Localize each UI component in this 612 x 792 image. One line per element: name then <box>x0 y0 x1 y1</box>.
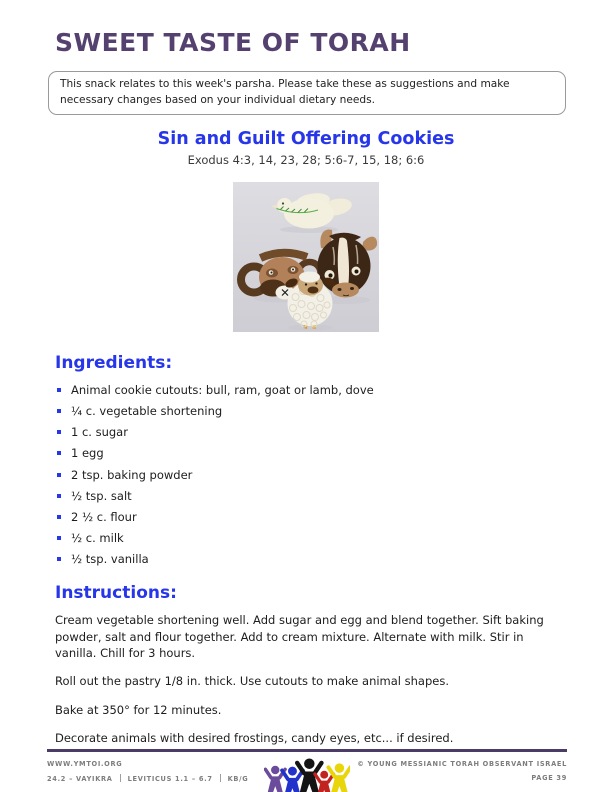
instruction-paragraph: Bake at 350° for 12 minutes. <box>55 702 222 717</box>
instruction-paragraph: Roll out the pastry 1/8 in. thick. Use cutouts to make animal shapes. <box>55 674 450 689</box>
list-item <box>57 446 612 460</box>
footer-page-number: PAGE 39 <box>531 774 567 782</box>
ingredient-text: ¼ c. vegetable shortening <box>71 403 223 418</box>
cookies-photo <box>233 182 379 332</box>
bullet-icon <box>57 515 61 519</box>
instruction-paragraph: Decorate animals with desired frostings, candy eyes, etc... if desired. <box>55 730 454 745</box>
parsha-note-box <box>48 71 566 115</box>
ingredient-text: 2 ½ c. flour <box>71 509 137 524</box>
bullet-icon <box>57 409 61 413</box>
list-item <box>57 531 612 545</box>
list-item <box>57 510 612 524</box>
bullet-icon <box>57 494 61 498</box>
bullet-icon <box>57 473 61 477</box>
list-item <box>57 425 612 439</box>
footer-copyright: © YOUNG MESSIANIC TORAH OBSERVANT ISRAEL <box>357 760 567 768</box>
footer-reference-line <box>47 774 248 783</box>
bullet-icon <box>57 430 61 434</box>
ingredient-text: 1 c. sugar <box>71 425 128 440</box>
ingredient-text: 2 tsp. baking powder <box>71 467 193 482</box>
list-item <box>57 404 612 418</box>
page-title: SWEET TASTE OF TORAH <box>55 28 411 57</box>
footer-code: KB/G <box>227 775 249 783</box>
instruction-paragraph: Cream vegetable shortening well. Add sugar and egg and blend together. Sift baking powder, salt and flour together. Add to cream mixture. Alternate with milk. Stir in vanilla. Chill for 3 hours. <box>55 613 544 660</box>
list-item <box>57 468 612 482</box>
bullet-icon <box>57 451 61 455</box>
bullet-icon <box>57 388 61 392</box>
parsha-note-text: This snack relates to this week's parsha. Please take these as suggestions and make necessary changes based on your individual dietary needs. <box>60 78 510 106</box>
divider <box>120 774 121 782</box>
list-item <box>57 552 612 566</box>
footer-parsha: 24.2 – VAYIKRA <box>47 775 113 783</box>
ymtoi-dancing-children-logo <box>264 756 350 792</box>
divider <box>220 774 221 782</box>
scripture-reference: Exodus 4:3, 14, 23, 28; 5:6-7, 15, 18; 6:6 <box>187 152 425 167</box>
footer-left <box>47 760 248 783</box>
ingredient-text: Animal cookie cutouts: bull, ram, goat or lamb, dove <box>71 382 374 397</box>
cookies-photo-wrapper <box>0 182 612 336</box>
bullet-icon <box>57 536 61 540</box>
ingredient-text: 1 egg <box>71 446 104 461</box>
ingredient-text: ½ c. milk <box>71 531 124 546</box>
list-item <box>57 383 612 397</box>
footer-right <box>357 760 567 783</box>
ingredients-list <box>57 383 612 567</box>
page-footer <box>47 749 567 783</box>
recipe-title: Sin and Guilt Offering Cookies <box>157 128 455 149</box>
footer-reading: LEVITICUS 1.1 – 6.7 <box>127 775 213 783</box>
instructions-heading: Instructions: <box>55 583 177 604</box>
ingredient-text: ½ tsp. salt <box>71 488 132 503</box>
footer-website: WWW.YMTOI.ORG <box>47 760 123 768</box>
ingredient-text: ½ tsp. vanilla <box>71 552 149 567</box>
bullet-icon <box>57 557 61 561</box>
list-item <box>57 489 612 503</box>
ingredients-heading: Ingredients: <box>55 352 173 373</box>
